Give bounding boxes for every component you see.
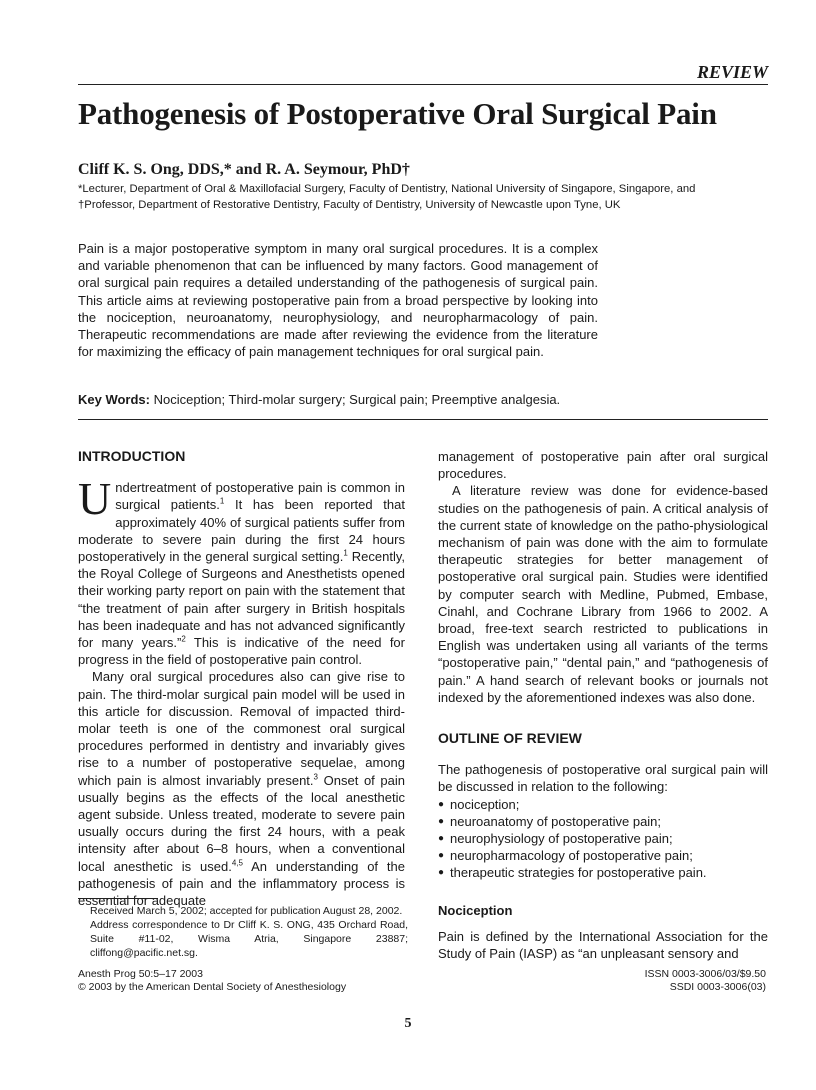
received-note: Received March 5, 2002; accepted for publication August 28, 2002. [90,905,403,917]
affiliation-1: *Lecturer, Department of Oral & Maxillofacial Surgery, Faculty of Dentistry, National University of Singapore, Singapore, and [78,183,696,195]
introduction-heading: INTRODUCTION [78,448,186,464]
footnote-rule [78,898,158,899]
copyright: © 2003 by the American Dental Society of Anesthesiology [78,980,347,993]
list-item: ● neuropharmacology of postoperative pain; [438,847,768,864]
header-rule [78,84,768,85]
right-paragraph-2: A literature review was done for evidence-based studies on the pathogenesis of pain. A critical analysis of the current state of knowledge on the patho-physiological mechanism of pain was done with the aim to formulate therapeutic strategies for better management of postoperative oral surgical pain. Studies were identified by computer search with Medline, Pubmed, Embase, Cinahl, and Cochrane Library from 1966 to 2002. A broad, free-text search restricted to publications in English was undertaken using all variants of the terms “postoperative pain,” “dental pain,” and “pathogenesis of pain.” A hand search of relevant books or journals not indexed by the aforementioned indexes was also done. [438,483,768,705]
outline-intro: The pathogenesis of postoperative oral surgical pain will be discussed in relation to the following: [438,762,768,795]
journal-ref: Anesth Prog 50:5–17 2003 [78,968,203,980]
outline-list [438,796,768,882]
right-paragraph-1: management of postoperative pain after oral surgical procedures. [438,449,768,482]
list-item: ● neuroanatomy of postoperative pain; [438,813,768,830]
intro-paragraph-2: Many oral surgical procedures also can give rise to pain. The third-molar surgical pain model will be used in this article for discussion. Removal of impacted third-molar teeth is one of the commonest oral surgical procedures performed in dentistry and invariably gives rise to a number of postoperative sequelae, among which pain is almost invariably present.$^3$ Onset of pain usually begins as the effects of the local anesthetic agent subside. Unless treated, moderate to severe pain usually occurs during the first 24 hours, with a peak intensity after about 6–8 hours, when a conventional local anesthetic is used.$^{4,5}$ An understanding of the pathogenesis of pain and the inflammatory process is essential for adequate [78,669,405,909]
citation: 1 [343,548,348,558]
ssdi: SSDI 0003-3006(03) [669,980,766,993]
nociception-paragraph: Pain is defined by the International Association for the Study of Pain (IASP) as “an unpleasant sensory and [438,928,768,962]
citation: 1 [219,497,225,507]
author-line: Cliff K. S. Ong, DDS,* and R. A. Seymour, PhD† [78,161,410,178]
keywords-label: Key Words: [78,392,150,407]
list-item: ● neurophysiology of postoperative pain; [438,830,768,847]
page-number: 5 [404,1016,412,1031]
article-title: Pathogenesis of Postoperative Oral Surgical Pain [78,96,717,131]
footnotes [90,904,408,960]
drop-cap: U [78,473,112,525]
keywords-text: Nociception; Third-molar surgery; Surgical pain; Preemptive analgesia. [150,392,561,407]
issn: ISSN 0003-3006/03/$9.50 [644,968,766,980]
correspondence-note: Address correspondence to Dr Cliff K. S. ONG, 435 Orchard Road, Suite #11-02, Wisma Atria, Singapore 23887; cliffong@pacific.net.sg. [90,919,408,959]
journal-citation [78,968,346,993]
list-item: ● nociception; [438,796,768,813]
citation: 2 [181,634,186,644]
right-column [438,448,768,962]
left-column [78,448,405,909]
citation: 4,5 [231,858,243,868]
intro-paragraph-1: Undertreatment of postoperative pain is common in surgical patients.$^1$ It has been reported that approximately 40% of surgical patients suffer from moderate to severe pain during the first 24 hours postoperatively in the general surgical setting.$^1$ Recently, the Royal College of Surgeons and Anesthetists opened their working party report on pain with the statement that “the treatment of pain after surgery in British hospitals has been inadequate and has not advanced significantly for many years.”$^2$ This is indicative of the need for progress in the field of postoperative pain control. [78,473,406,668]
affiliation-2: †Professor, Department of Restorative Dentistry, Faculty of Dentistry, University of Newcastle upon Tyne, UK [78,199,621,211]
nociception-subheading: Nociception [438,902,513,918]
abstract: Pain is a major postoperative symptom in many oral surgical procedures. It is a complex and variable phenomenon that can be influenced by many factors. Good management of oral surgical pain requires a detailed understanding of the pathogenesis of surgical pain. This article aims at reviewing postoperative pain from a broad perspective by looking into the nociception, neuroanatomy, neurophysiology, and neuropharmacology of pain. Therapeutic recommendations are made after reviewing the evidence from the literature for maximizing the efficacy of pain management techniques for oral surgical pain. [78,241,598,360]
outline-heading: OUTLINE OF REVIEW [438,730,582,747]
keywords [78,392,560,407]
list-item: ● therapeutic strategies for postoperative pain. [438,864,768,881]
divider [78,419,768,420]
section-tag: REVIEW [696,62,768,82]
citation: 3 [313,772,318,782]
issn-block [568,968,766,993]
